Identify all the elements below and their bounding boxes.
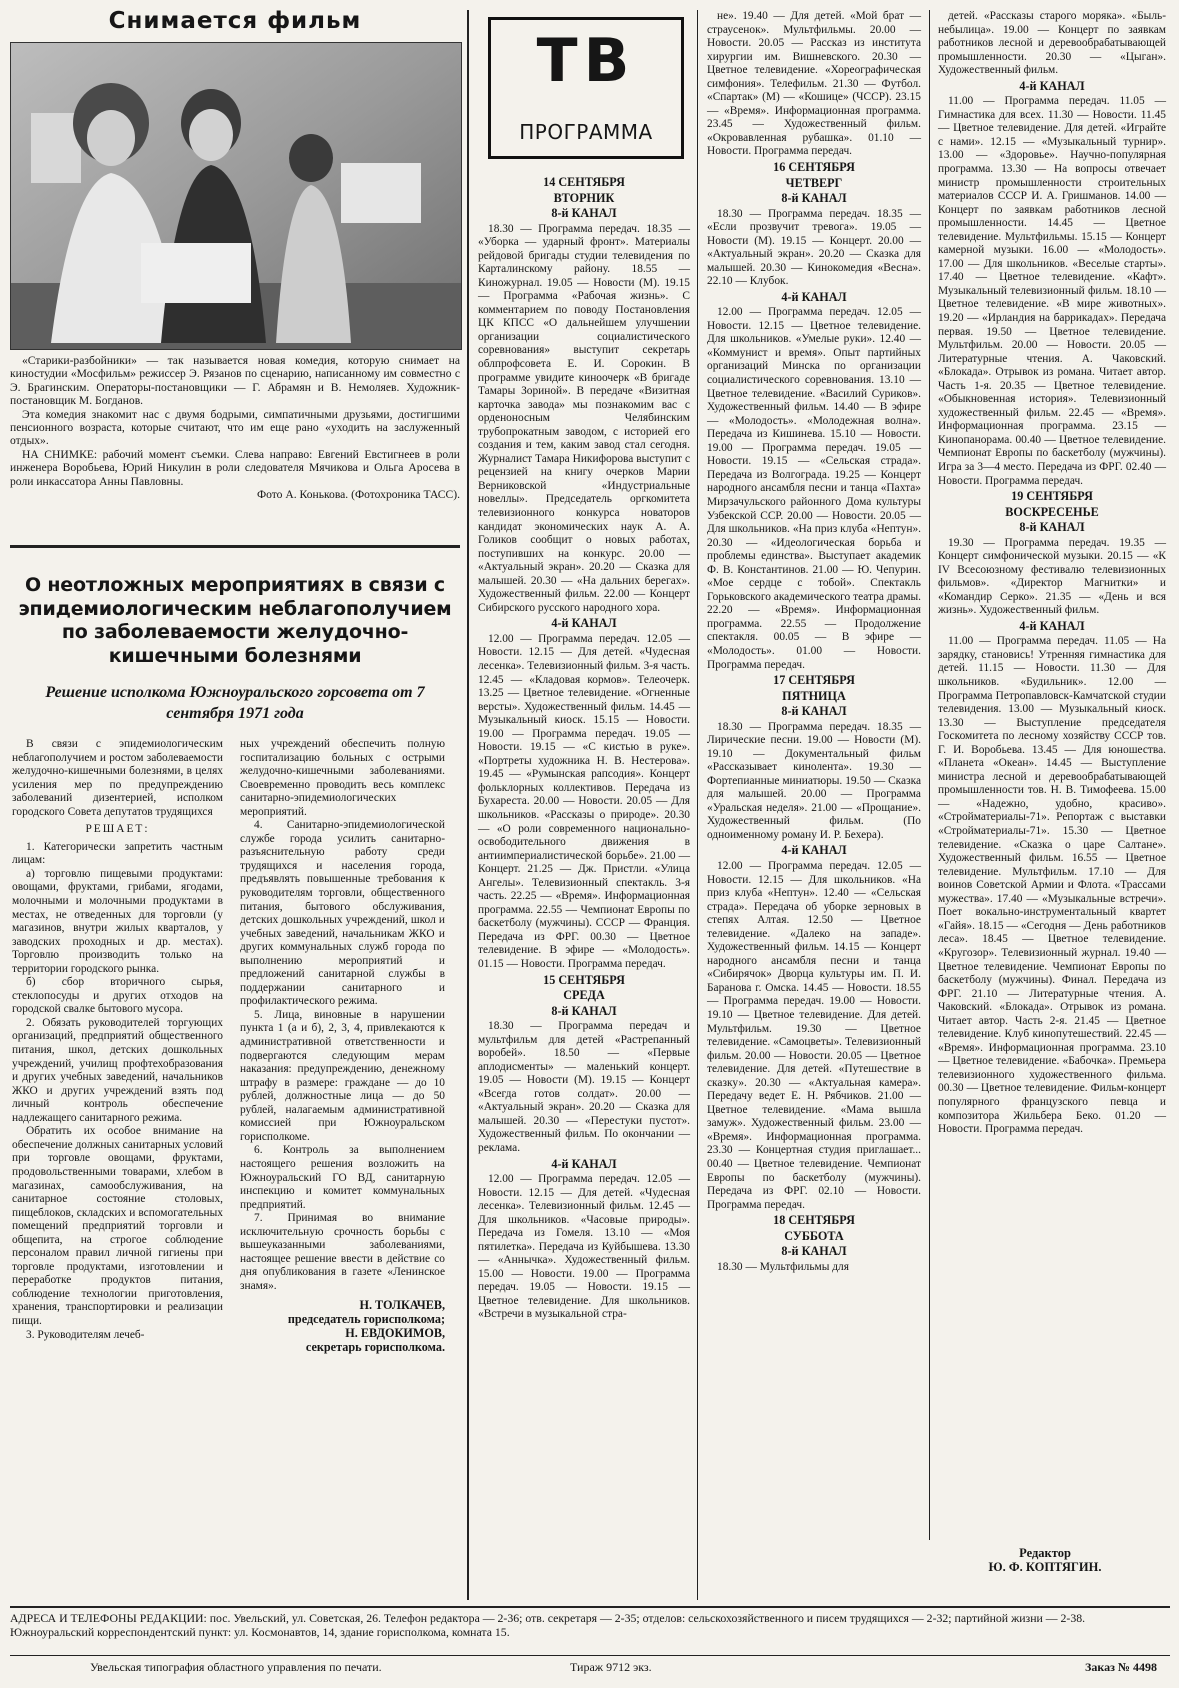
- tv-schedule-heading: 8-й КАНАЛ: [781, 1244, 847, 1259]
- signature-role: секретарь горисполкома.: [305, 1339, 445, 1354]
- tv-schedule-text: 18.30 — Мультфильмы для: [717, 1260, 849, 1273]
- tv-schedule-heading: 15 СЕНТЯБРЯ: [543, 972, 625, 987]
- tv-schedule-text: 11.00 — Программа передач. 11.05 — На зарядку, становись! Утренняя гимнастика для детей. 11.15 — Новости. 11.30 — Для школьников. «Будильник». 12.00 — Программа Петропавловск-Камчатской студии телевидения. 13.00 — Музыкальный киоск. 13.30 — Выступление председателя Госкомитета по лесному хозяйству СССР тов. Г. И. Воробьева. 13.45 — Для юношества. «Планета «Океан». 14.45 — Выступление министра лесной и деревообрабатывающей промышленности тов. Н. В. Тимофеева. 15.00 — «Надежно, удобно, красиво». «Стройматериалы-71». Репортаж с выставки «Стройматериалы-71». 15.30 — Цветное телевидение. «Сказка о царе Салтане». Художественный фильм. 16.55 — Цветное телевидение. Мультфильм. 17.10 — Для воинов Советской Армии и Флота. «Трассами мужества». 17.40 — «Музыкальные встречи». Поет вокально-инструментальный квартет «Гайя». 18.15 — «Сегодня — День работников леса». 18.45 — Цветное телевидение. «Кругозор». Телевизионный журнал. 19.40 — Цветное телевидение. Чемпионат Европы по баскетболу (мужчины). Финал. Передача из ФРГ. 21.10 — Литературные чтения. А. Чаковский. «Блокада». Отрывок из романа. Читает автор. Часть 2-я. 21.45 — Цветное телевидение. Клуб кинопутешествий. 22.45 — «Время». Информационная программа. 23.10 — Цветное телевидение. «Бабочка». Премьера телевизионного художественного фильма. 00.30 — Цветное телевидение. Фильм-концерт популярного французского певца и композитора Жильбера Беко. 01.20 — Новости. Программа передач.: [938, 635, 1166, 1136]
- column-divider: [929, 10, 930, 1540]
- tv-schedule-text: детей. «Рассказы старого моряка». «Быль-небылица». 19.00 — Концерт по заявкам работников лесной и деревообрабатывающей промышленности. 20.30 — «Цыган». Художественный фильм.: [938, 10, 1166, 77]
- tv-schedule-heading: 4-й КАНАЛ: [551, 1156, 617, 1171]
- decree-paragraph: б) сбор вторичного сырья, стеклопосуды и других отходов на городской свалке бытового мусора.: [12, 976, 223, 1016]
- tv-schedule-text: 18.30 — Программа передач. 18.35 — Лирические песни. 19.00 — Новости (М). 19.10 — Документальный фильм «Рассказывает кинолента». 19.30 — Фортепианные миниатюры. 19.50 — Сказка для малышей. 20.00 — Программа «Уральская неделя». 21.00 — «Прощание». Художественный фильм. (По одноименному роману И. Р. Бехера).: [707, 720, 921, 841]
- film-headline: Снимается фильм: [108, 8, 362, 34]
- printer-name: Увельская типография областного управления по печати.: [90, 1660, 382, 1674]
- tv-schedule-heading: ВТОРНИК: [553, 190, 615, 205]
- tv-logo-caption: ПРОГРАММА: [519, 120, 653, 144]
- tv-logo: [488, 17, 684, 159]
- decree-signatures: [240, 1299, 445, 1354]
- tv-schedule-heading: 4-й КАНАЛ: [551, 616, 617, 631]
- tv-schedule-heading: 4-й КАНАЛ: [781, 843, 847, 858]
- decree-paragraph: а) торговлю пищевыми продуктами: овощами, фруктами, грибами, ягодами, молочными и молочными продуктами в местах, не отведенных для торговли (у магазинов, внутри жилых кварталов, у заводских проходных и др. местах). Торговлю производить только на территории городского рынка.: [12, 867, 223, 975]
- decree-paragraph: 7. Принимая во внимание исключительную срочность борьбы с вышеуказанными заболеваниями, настоящее решение ввести в действие со дня опубликования в газете «Ленинское знамя».: [240, 1212, 445, 1292]
- decree-paragraph: 5. Лица, виновные в нарушении пункта 1 (а и б), 2, 3, 4, привлекаются к административной ответственности и подвергаются следующим мерам наказания: предупреждению, денежному штрафу в размере: граждане — до 10 рублей, должностные лица — до 50 рублей, налагаемым административной комиссией при Южноуральском горисполкоме.: [240, 1008, 445, 1143]
- column-divider: [697, 10, 698, 1600]
- decree-paragraph: 4. Санитарно-эпидемиологической службе города усилить санитарно-разъяснительную работу среди трудящихся и населения города, предъявлять повышенные требования к руководителям торговли, общественного питания, бытового обслуживания, детских дошкольных учреждений, школ и учебных заведений, начальникам ЖКО и других коммунальных служб города по выполнению мероприятий и предложений санитарной службы в поддержании санитарного и профилактического режима.: [240, 819, 445, 1008]
- film-caption: [10, 354, 460, 501]
- tv-schedule-heading: 4-й КАНАЛ: [1019, 78, 1085, 93]
- tv-schedule-text: не». 19.40 — Для детей. «Мой брат — страусенок». Мультфильмы. 20.00 — Новости. 20.05 — Рассказ из института хирургии им. Вишневского. 20.30 — Цветное телевидение. «Хореографическая симфония». Телефильм. 21.30 — Футбол. «Спартак» (М) — «Кошице» (ЧССР). 23.15 — «Время». Информационная программа. 23.45 — Художественный фильм. «Окровавленная рубашка». 01.10 — Новости. Программа передач.: [707, 10, 921, 158]
- tv-schedule-heading: 16 СЕНТЯБРЯ: [773, 160, 855, 175]
- tv-schedule-text: 11.00 — Программа передач. 11.05 — Гимнастика для всех. 11.30 — Новости. 11.45 — Цветное телевидение. Для детей. «Играйте с нами». 12.15 — «Музыкальный турнир». 13.00 — «Здоровье». Научно-популярная программа. 13.30 — На вопросы отвечает министр промышленности строительных материалов СССР И. А. Гришманов. 14.00 — Концерт по заявкам работников лесной промышленности. 14.45 — Цветное телевидение. Мультфильмы. 15.15 — Концерт камерной музыки. 16.00 — «Молодость». 17.00 — Для школьников. «Веселые старты». 17.40 — Цветное телевидение. «Кафт». Музыкальный телевизионный фильм. 18.10 — Цветное телевидение. «В мире животных». 19.20 — «Ирландия на баррикадах». Передача первая. 19.50 — Цветное телевидение. Мультфильм. 20.00 — Новости. 20.05 — Литературные чтения. А. Чаковский. «Блокада». Отрывок из романа. Читает автор. Часть 1-я. 20.35 — Цветное телевидение. «Обыкновенная история». Телевизионный художественный фильм. 22.45 — «Время». Информационная программа. 23.15 — Кинопанорама. 00.40 — Цветное телевидение. Чемпионат Европы по баскетболу (мужчины). Игра за 3—4 место. Передача из ФРГ. 02.40 — Новости. Программа передач.: [938, 95, 1166, 487]
- decree-paragraph: 1. Категорически запретить частным лицам:: [12, 840, 223, 867]
- tv-schedule-heading: 8-й КАНАЛ: [1019, 520, 1085, 535]
- photo-description: НА СНИМКЕ: рабочий момент съемки. Слева направо: Евгений Евстигнеев в роли инженера Воробьева, Юрий Никулин в роли следователя Мячикова и Ольга Аросева в роли инкассатора Анны Павловны.: [10, 447, 460, 488]
- tv-column-2: [707, 10, 921, 1274]
- film-photo-image: [11, 43, 461, 349]
- tv-schedule-heading: ЧЕТВЕРГ: [785, 175, 843, 190]
- tv-schedule-heading: 8-й КАНАЛ: [551, 206, 617, 220]
- signature-role: председатель горисполкома;: [287, 1312, 445, 1327]
- tv-schedule-heading: 8-й КАНАЛ: [781, 704, 847, 719]
- tv-schedule-heading: 4-й КАНАЛ: [781, 289, 847, 304]
- tv-schedule-text: 12.00 — Программа передач. 12.05 — Новости. 12.15 — Для детей. «Чудесная лесенка». Телевизионный фильм. 3-я часть. 12.45 — «Кладовая кормов». Телеочерк. 13.25 — Цветное телевидение. «Огненные версты». Художественный фильм. 14.45 — Музыкальный киоск. 15.15 — Новости. 19.00 — Программа передач. 19.05 — Новости. 19.15 — «С кистью в руке». «Портреты художника Н. В. Нестерова». 19.45 — «Румынская рапсодия». Концерт фольклорных коллективов. Передача из Бухареста. 20.00 — Новости. 20.05 — Для школьников. «Рассказы о природе». 20.30 — «О роли современного национально-освободительного движения в антиимпериалистической борьбе». 21.00 — Концерт. 21.25 — Дж. Пристли. «Улица Ангелы». Телевизионный спектакль. 3-я часть. 22.25 — «Время». Информационная программа. 22.55 — Чемпионат Европы по баскетболу (мужчины). СССР — Франция. Передача из ФРГ. 00.30 — Цветное телевидение. В эфире — «Молодость». 01.15 — Новости. Программа передач.: [478, 632, 690, 970]
- film-photo: [10, 42, 462, 350]
- tv-schedule-heading: 18 СЕНТЯБРЯ: [773, 1213, 855, 1228]
- photo-credit: Фото А. Конькова. (Фотохроника ТАСС).: [256, 488, 460, 502]
- decree-headline: О неотложных мероприятиях в связи с эпидемиологическим неблагополучием по заболеваемости желудочно-кишечными болезнями: [18, 574, 452, 667]
- caption-paragraph: Эта комедия знакомит нас с двумя бодрыми, симпатичными друзьями, достигшими пенсионного возраста, которые считают, что им еще рано «уходить на заслуженный отдых».: [10, 407, 460, 448]
- decree-paragraph: В связи с эпидемиологическим неблагополучием и ростом заболеваемости желудочно-кишечными болезнями, в целях усиления мер по предупреждению заболеваний дизентерией, исполком городского Совета депутатов трудящихся: [12, 738, 223, 818]
- signature-name: Н. ЕВДОКИМОВ,: [345, 1326, 445, 1341]
- tv-schedule-heading: 4-й КАНАЛ: [1019, 618, 1085, 633]
- editor-signature: [930, 1546, 1160, 1574]
- signature-name: Н. ТОЛКАЧЕВ,: [359, 1298, 445, 1313]
- decree-paragraph: 6. Контроль за выполнением настоящего решения возложить на Южноуральский ГО ВД, санитарную инспекцию и комитет коммунальных предприятий.: [240, 1144, 445, 1211]
- tv-schedule-text: 19.30 — Программа передач. 19.35 — Концерт симфонической музыки. 20.15 — «К IV Всесоюзному фестивалю телевизионных фильмов». «Директор Магнитки» и «Командир Серко». 21.35 — «День и вся жизнь». Художественный фильм.: [938, 536, 1166, 617]
- decree-column-2: [240, 738, 445, 1355]
- section-divider: [10, 545, 460, 548]
- tv-schedule-text: 18.30 — Программа передач. 18.35 — «Если прозвучит тревога». 19.05 — Новости (М). 19.15 — Концерт. 20.00 — «Актуальный экран». 20.20 — Сказка для малышей. 20.30 — Кинокомедия «Весна». 22.10 — Клубок.: [707, 207, 921, 288]
- decree-column-1: [12, 738, 223, 1342]
- tv-schedule-heading: 19 СЕНТЯБРЯ: [1011, 489, 1093, 504]
- tv-schedule-heading: 8-й КАНАЛ: [551, 1003, 617, 1018]
- tv-schedule-text: 12.00 — Программа передач. 12.05 — Новости. 12.15 — Для школьников. «На приз клуба «Нептун». 12.40 — «Сельская страда». Передача об уборке зерновых в степях Алтая. 12.50 — Цветное телевидение. «Далеко на западе». Художественный фильм. 14.15 — Концерт народного ансамбля песни и танца «Сибирячок» Дворца культуры им. П. И. Баранова г. Омска. 14.45 — Новости. 18.55 — Программа передач. 19.00 — Новости. 19.10 — Цветное телевидение. Для детей. Мультфильм. 19.30 — Цветное телевидение. «Самоцветы». Телевизионный фильм. 20.00 — Новости. 20.05 — Цветное телевидение. Для детей. «Путешествие в сказку». 20.30 — «Актуальная камера». Передачу ведет Е. Н. Рябчиков. 21.00 — Цветное телевидение. «Мама вышла замуж». Художественный фильм. 23.00 — «Время». Информационная программа. 23.30 — Концертная студия приглашает... 00.40 — Цветное телевидение. Чемпионат Европы по баскетболу (мужчины). Передача из ФРГ. 02.10 — Новости. Программа передач.: [707, 859, 921, 1211]
- tv-logo-letters: ТВ: [536, 26, 636, 96]
- tv-column-3: [938, 10, 1166, 1137]
- circulation: Тираж 9712 экз.: [570, 1660, 652, 1674]
- tv-schedule-text: 18.30 — Программа передач. 18.35 — «Уборка — ударный фронт». Материалы рейдовой бригады студии телевидения по Карталинскому району. 18.55 — Киножурнал. 19.05 — Новости (М). 19.15 — Программа «Рабочая жизнь». С комментарием по поводу Постановления ЦК КПСС «О дальнейшем улучшении организации социалистического соревнования» выступит секретарь облпрофсовета Е. И. Сорокин. В программе увидите киноочерк «В бригаде Тамары Зориной». В передаче «Визитная карточка завода» мы познакомим вас с орденоносным Челябинским трубопрокатным заводом, с историей его создания и тем, каким завод стал сегодня. Журналист Тамара Никифорова выступит с рецензией на книгу очерков Марии Верниковской «Индустриальные новеллы». Председатель оргкомитета телевизионного конкурса новаторов кандидат экономических наук А. А. Голиков сообщит о новых работах, поступивших на конкурс. 20.00 — «Актуальный экран». 20.20 — Сказка для малышей. 20.30 — «На дальних берегах». Художественный фильм. 22.00 — Концерт Сибирского русского народного хора.: [478, 222, 690, 614]
- decree-resolves: РЕШАЕТ:: [85, 823, 150, 836]
- tv-schedule-heading: 14 СЕНТЯБРЯ: [543, 175, 625, 189]
- footer-divider: [10, 1655, 1170, 1656]
- tv-schedule-heading: СРЕДА: [563, 988, 605, 1003]
- tv-schedule-heading: ВОСКРЕСЕНЬЕ: [1005, 504, 1099, 519]
- decree-paragraph: ных учреждений обеспечить полную госпитализацию больных с острыми желудочно-кишечными заболеваниями. Своевременно проводить весь комплекс санитарно-эпидемиологических мероприятий.: [240, 738, 445, 818]
- tv-schedule-heading: 17 СЕНТЯБРЯ: [773, 673, 855, 688]
- editor-title: Редактор: [1019, 1546, 1071, 1560]
- decree-paragraph: Обратить их особое внимание на обеспечение должных санитарных условий при торговле овощами, фруктами, продовольственными товарами, хлебом в магазинах, самообслуживания, на санитарное состояние столовых, пищеблоков, складских и вспомогательных помещений предприятий торговли и общепита, на строгое соблюдение персоналом правил личной гигиены при торговле продуктами, изготовлении и переработке продуктов питания, соблюдение технологии приготовления, хранения, транспортировки и реализации пищи.: [12, 1125, 223, 1327]
- tv-column-1: [478, 174, 690, 1322]
- decree-subtitle: Решение исполкома Южноуральского горсовета от 7 сентября 1971 года: [45, 684, 425, 722]
- editor-name: Ю. Ф. КОПТЯГИН.: [988, 1560, 1102, 1574]
- column-divider: [467, 10, 469, 1600]
- decree-paragraph: 3. Руководителям лечеб-: [26, 1328, 145, 1341]
- order-number: Заказ № 4498: [1085, 1660, 1157, 1674]
- tv-schedule-text: 18.30 — Программа передач и мультфильм для детей «Растрепанный воробей». 18.50 — «Первые аплодисменты» — маленький концерт. 19.05 — Новости (М). 19.15 — Концерт «Всегда готов солдат». 20.00 — «Актуальный экран». 20.20 — Сказка для малышей. 20.30 — «Перестуки пустот». Художественный фильм. По окончании — реклама.: [478, 1020, 690, 1154]
- tv-schedule-heading: ПЯТНИЦА: [782, 688, 846, 703]
- footer-divider: [10, 1606, 1170, 1608]
- caption-paragraph: «Старики-разбойники» — так называется новая комедия, которую снимает на киностудии «Мосфильм» режиссер Э. Рязанов по сценарию, написанному им совместно с Э. Брагинским. Операторы-постановщики — Г. Абрамян и В. Немоляев. Художник-постановщик М. Богданов.: [10, 354, 460, 408]
- tv-schedule-heading: СУББОТА: [784, 1228, 844, 1243]
- editorial-addresses: АДРЕСА И ТЕЛЕФОНЫ РЕДАКЦИИ: пос. Увельский, ул. Советская, 26. Телефон редактора — 2-36; отв. секретаря — 2-35; отделов: сельскохозяйственного и писем трудящихся — 2-32; партийной жизни — 2-38. Южноуральский корреспондентский пункт: ул. Космонавтов, 14, здание горисполкома, комната 15.: [10, 1611, 1086, 1639]
- tv-schedule-heading: 8-й КАНАЛ: [781, 191, 847, 206]
- tv-schedule-text: 12.00 — Программа передач. 12.05 — Новости. 12.15 — Для детей. «Чудесная лесенка». Телевизионный фильм. 12.45 — Для школьников. «Часовые природы». Передача из Гомеля. 13.10 — «Моя пятилетка». Передача из Куйбышева. 13.30 — «Аннычка». Художественный фильм. 15.00 — Новости. 19.00 — Программа передач. 19.05 — Новости. 19.15 — Цветное телевидение. Для школьников. «Встречи в музыкальной стра-: [478, 1173, 690, 1321]
- decree-paragraph: 2. Обязать руководителей торгующих организаций, предприятий общественного питания, школ, детских дошкольных учреждений, училищ профтехобразования и других учебных заведений, начальников ЖКО и других учреждений взять под личный контроль обеспечение надлежащего санитарного режима.: [12, 1016, 223, 1124]
- tv-schedule-text: 12.00 — Программа передач. 12.05 — Новости. 12.15 — Цветное телевидение. Для школьников. «Умелые руки». 12.40 — «Коммунист и время». Опыт партийных организаций Минска по организации социалистического соревнования. 13.10 — Цветное телевидение. «Василий Суриков». Художественный фильм. 14.40 — В эфире — «Молодость». «Молодежная волна». Передача из Кишинева. 15.10 — Новости. 19.00 — Программа передач. 19.05 — Новости. 19.15 — «Сельская страда». Передача из Волгограда. 19.25 — Концерт народного ансамбля песни и танца «Пахта» Мирзачульского районного Дома культуры Узбекской ССР. 20.00 — Новости. 20.05 — Для школьников. «На приз клуба «Нептун». 20.30 — «Идеологическая борьба и проблемы единства». Выступает академик Ф. В. Константинов. 21.00 — Ю. Чепурин. «Мое сердце с тобой». Спектакль Горьковского академического театра драмы. 22.20 — «Время». Информационная программа. 22.55 — Продолжение спектакля. 00.05 — В эфире — «Молодость». 01.00 — Новости. Программа передач.: [707, 306, 922, 671]
